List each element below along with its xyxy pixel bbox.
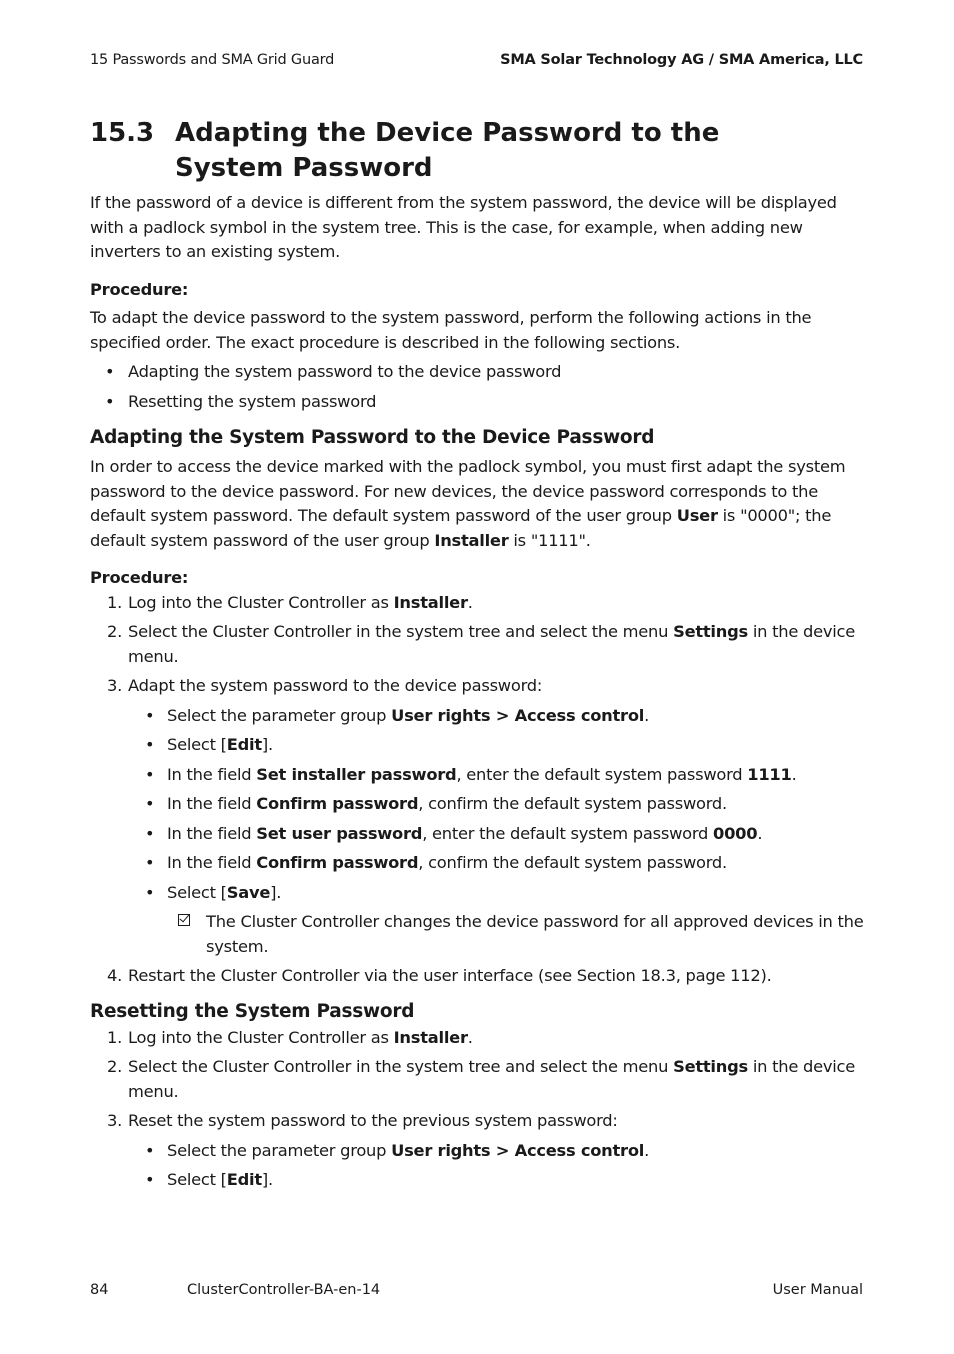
- text-run: , enter the default system password: [422, 823, 714, 843]
- bold-term: User rights > Access control: [391, 1140, 645, 1160]
- step-number: 2.: [107, 1057, 123, 1076]
- bold-term: Confirm password: [256, 853, 419, 872]
- text-run: , confirm the default system password.: [418, 794, 727, 813]
- bold-term: Installer: [434, 530, 509, 550]
- step-item: [90, 1055, 866, 1104]
- list-item: • Adapting the system password to the device password: [90, 360, 866, 385]
- text-run: In the field: [167, 853, 257, 872]
- substep-item: [90, 1139, 866, 1164]
- text-run: Restart the Cluster Controller via the user interface (see Section 18.3, page 112).: [128, 966, 772, 985]
- running-header-company: SMA Solar Technology AG / SMA America, LLC: [500, 52, 863, 68]
- substep-item: [90, 1168, 866, 1193]
- bold-term: User: [676, 506, 718, 525]
- text-run: is "1111".: [508, 530, 591, 550]
- procedure-label: Procedure:: [90, 568, 189, 587]
- adapt-steps: [90, 591, 866, 989]
- text-run: , enter the default system password: [456, 764, 748, 784]
- substep-list: [128, 704, 866, 906]
- text-run: .: [644, 705, 650, 725]
- document-type: User Manual: [772, 1282, 863, 1298]
- text-run: In the field: [167, 764, 257, 784]
- text-run: in the device menu.: [128, 622, 856, 666]
- subheading-adapt: Adapting the System Password to the Device Password: [90, 427, 655, 448]
- substep-item: [90, 763, 866, 788]
- text-run: ].: [261, 1170, 273, 1189]
- text-run: Select the parameter group: [167, 705, 392, 725]
- substep-item: [90, 792, 866, 817]
- step-item: [90, 1026, 866, 1051]
- bold-term: User rights > Access control: [391, 705, 645, 725]
- substep-item: [90, 822, 866, 847]
- step-item: [90, 1109, 866, 1193]
- bold-term: Installer: [393, 1027, 468, 1047]
- substep-item: [90, 851, 866, 876]
- text-run: Select the Cluster Controller in the system tree and select the menu: [128, 1057, 674, 1076]
- text-run: Select [: [167, 882, 227, 902]
- document-id: ClusterController-BA-en-14: [187, 1282, 381, 1298]
- adapt-paragraph: [90, 455, 866, 553]
- bold-term: Edit: [226, 735, 262, 754]
- text-run: Select [: [167, 1170, 227, 1189]
- step-number: 4.: [107, 966, 123, 985]
- text-run: Adapt the system password to the device password:: [128, 676, 543, 695]
- reset-steps: [90, 1026, 866, 1193]
- step-item: [90, 620, 866, 669]
- text-run: .: [644, 1140, 650, 1160]
- bold-term: 1111: [747, 764, 792, 784]
- text-run: Log into the Cluster Controller as: [128, 592, 394, 612]
- bold-term: Settings: [673, 622, 748, 641]
- substep-item: [90, 881, 866, 906]
- text-run: Select [: [167, 735, 227, 754]
- step-number: 1.: [107, 592, 123, 612]
- text-run: Select the parameter group: [167, 1140, 392, 1160]
- text-run: , confirm the default system password.: [418, 853, 727, 872]
- result-text: The Cluster Controller changes the device password for all approved devices in the system.: [206, 912, 864, 956]
- step-item: [90, 674, 866, 959]
- list-item: • Resetting the system password: [90, 390, 866, 415]
- substep-list: [128, 1139, 866, 1193]
- text-run: ].: [270, 882, 282, 902]
- procedure-label: Procedure:: [90, 279, 189, 299]
- step-item: [90, 964, 866, 989]
- intro-paragraph: If the password of a device is different from the system password, the device will be displayed with a padlock symbol in the system tree. This is the case, for example, when adding new inverters to an existing system.: [90, 193, 837, 261]
- section-number: 15.3: [90, 118, 155, 148]
- text-run: Select the Cluster Controller in the system tree and select the menu: [128, 622, 674, 641]
- bold-term: Set user password: [256, 823, 423, 843]
- bold-term: Set installer password: [256, 764, 457, 784]
- text-run: .: [467, 1027, 473, 1047]
- text-run: .: [467, 592, 473, 612]
- text-run: In the field: [167, 794, 257, 813]
- text-run: In order to access the device marked with the padlock symbol, you must first adapt the system password to the device password. For new devices, the device password corresponds to the default system password. The default system password of the user group: [90, 457, 846, 525]
- text-run: in the device menu.: [128, 1057, 856, 1101]
- step-item: [90, 591, 866, 616]
- substep-item: [90, 704, 866, 729]
- bold-term: 0000: [713, 823, 758, 843]
- text-run: Log into the Cluster Controller as: [128, 1027, 394, 1047]
- running-header-chapter: 15 Passwords and SMA Grid Guard: [90, 52, 335, 68]
- text-run: .: [791, 764, 797, 784]
- procedure-bullet-list: [90, 360, 866, 414]
- step-number: 3.: [107, 1111, 123, 1130]
- body-content: [90, 191, 866, 1193]
- checkbox-checked-icon: [178, 914, 190, 926]
- text-run: ].: [261, 735, 273, 754]
- step-number: 3.: [107, 676, 123, 695]
- substep-item: [90, 733, 866, 758]
- text-run: Reset the system password to the previous system password:: [128, 1111, 618, 1130]
- step-number: 1.: [107, 1027, 123, 1047]
- bold-term: Confirm password: [256, 794, 419, 813]
- bold-term: Settings: [673, 1057, 748, 1076]
- text-run: is "0000"; the default system password of the user group: [90, 506, 832, 550]
- section-title-text: Adapting the Device Password to the System Password: [175, 118, 720, 183]
- bold-term: Save: [226, 882, 271, 902]
- text-run: In the field: [167, 823, 257, 843]
- bold-term: Installer: [393, 592, 468, 612]
- page-number: 84: [90, 1282, 109, 1298]
- result-line: [90, 910, 866, 959]
- bold-term: Edit: [226, 1170, 262, 1189]
- subheading-reset: Resetting the System Password: [90, 1000, 415, 1022]
- text-run: .: [757, 823, 763, 843]
- step-number: 2.: [107, 622, 123, 641]
- procedure-text: To adapt the device password to the system password, perform the following actions in the specified order. The exact procedure is described in the following sections.: [90, 308, 812, 352]
